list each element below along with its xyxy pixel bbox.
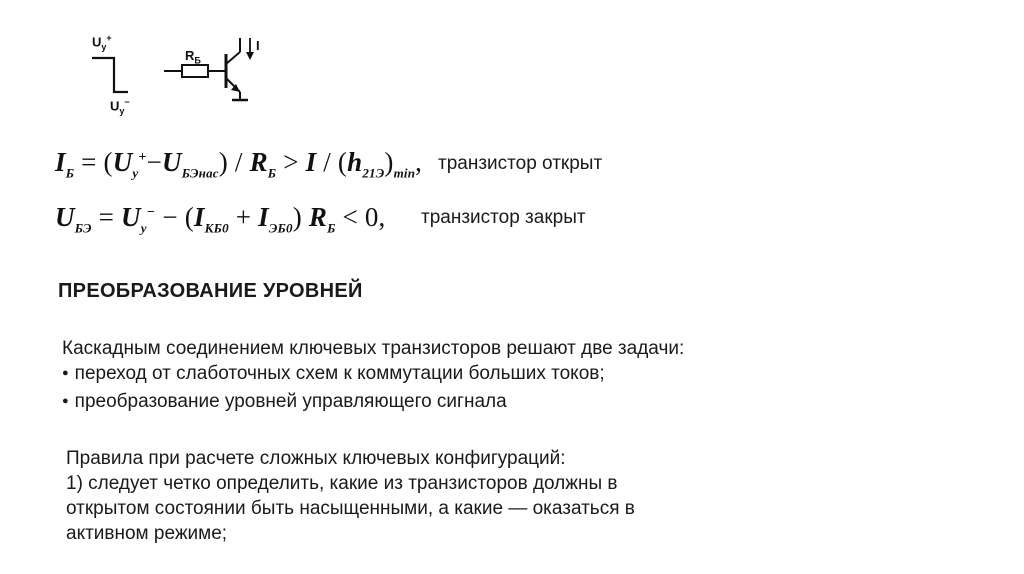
resistor-symbol [182,65,208,77]
resistor-label: $R_Б$ [185,48,201,66]
status-transistor-open: транзистор открыт [438,153,603,174]
rules-paragraph [66,446,635,546]
intro-lead: Каскадным соединением ключевых транзисторов решают две задачи: [62,338,685,359]
u-minus-label: $U_у^-$ [110,97,130,116]
formula-transistor-closed: $U_{БЭ} = U_у^- - (I_{КБ0} + I_{ЭБ0}) R_Б < 0$, [55,202,386,236]
current-label: I [256,38,260,53]
status-transistor-closed: транзистор закрыт [421,207,586,228]
u-plus-label: $U_у^+$ [92,33,112,52]
rules-line: 1) следует четко определить, какие из транзисторов должны в [66,473,618,494]
intro-bullet: ● преобразование уровней управляющего сигнала [62,389,684,417]
formula-transistor-open: $I_Б = (U_у^+-U_{БЭнас}) / R_Б > I / (h_{21Э})_{min}$, [55,147,423,181]
control-signal-waveform [88,52,128,102]
rules-lead: Правила при расчете сложных ключевых конфигураций: [66,448,566,469]
rules-line: открытом состоянии быть насыщенными, а какие — оказаться в [66,498,635,519]
transistor-switch-schematic [160,34,270,109]
intro-paragraph [62,336,684,417]
section-title: ПРЕОБРАЗОВАНИЕ УРОВНЕЙ [58,280,363,302]
intro-bullet: ● переход от слаботочных схем к коммутации больших токов; [62,361,684,389]
rules-line: активном режиме; [66,523,228,544]
